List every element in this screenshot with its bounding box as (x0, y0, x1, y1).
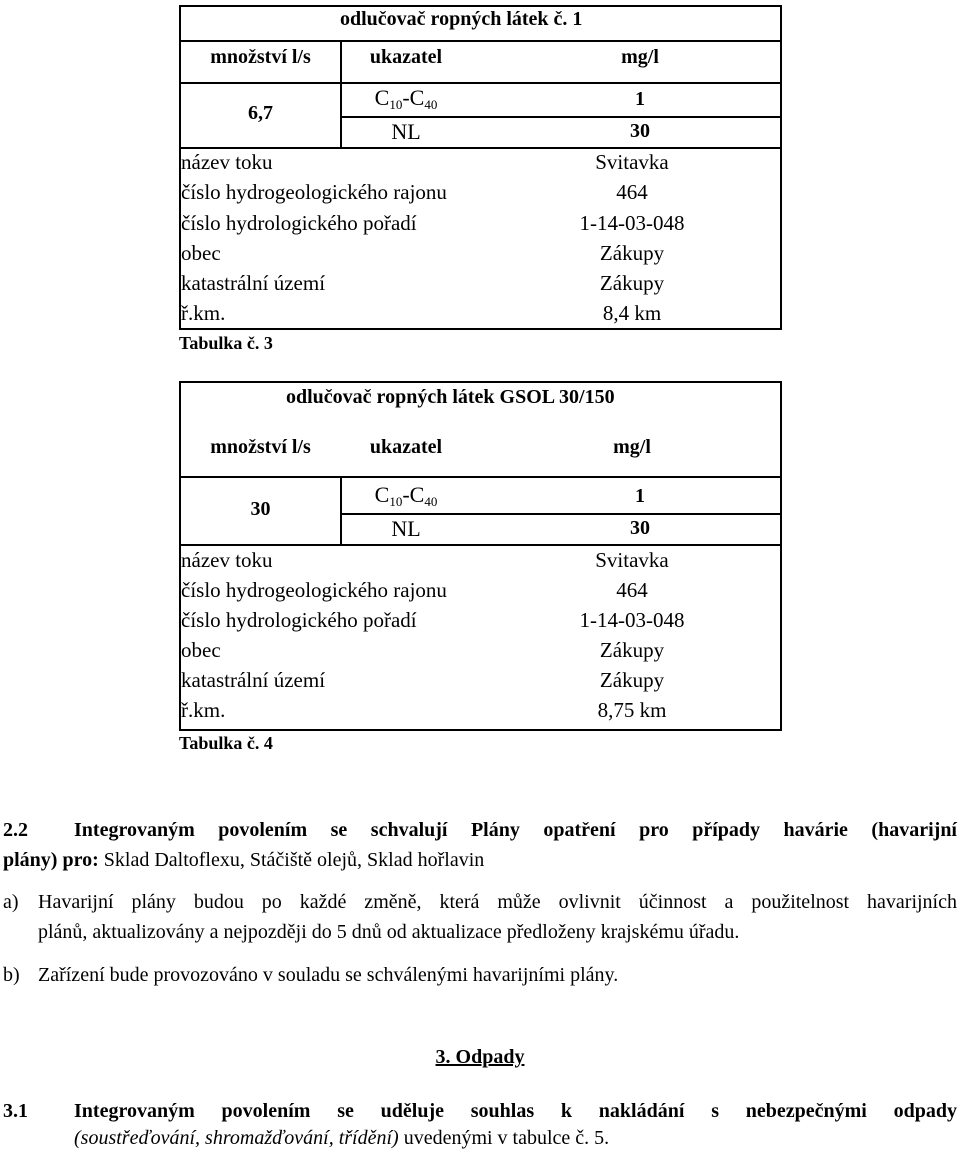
info-value: Zákupy (599, 638, 665, 662)
info-label: název toku (181, 150, 273, 174)
section-heading-line2: plány) pro: Sklad Daltoflexu, Stáčiště olejů, Sklad hořlavin (3, 849, 485, 871)
info-label: obec (181, 241, 221, 265)
list-marker: a) (3, 891, 19, 913)
info-value: Zákupy (599, 241, 665, 265)
quantity-value: 6,7 (248, 102, 273, 124)
header-unit: mg/l (613, 436, 651, 458)
list-item-a-line2: plánů, aktualizovány a nejpozději do 5 dnů od aktualizace předloženy krajskému úřadu. (38, 921, 740, 943)
info-label: katastrální území (181, 668, 326, 692)
info-label: číslo hydrologického pořadí (181, 608, 417, 632)
indicator-nl-value: 30 (630, 517, 650, 539)
indicator-nl-value: 30 (630, 120, 650, 142)
table-title: odlučovač ropných látek GSOL 30/150 (286, 386, 615, 408)
header-quantity: množství l/s (210, 436, 311, 458)
indicator-c10-c40: $C_{10}-C_{40}$ (374, 85, 438, 112)
info-label: číslo hydrologického pořadí (181, 211, 417, 235)
info-label: název toku (181, 548, 273, 572)
section-heading-line1: Integrovaným povolením se schvalují Plány opatření pro případy havárie (havarijní (74, 819, 957, 841)
info-label: ř.km. (181, 301, 226, 325)
section-3-1-line2: (soustřeďování, shromažďování, třídění) uvedenými v tabulce č. 5. (74, 1127, 610, 1149)
header-unit: mg/l (621, 46, 659, 68)
info-value: Svitavka (595, 150, 669, 174)
table-title: odlučovač ropných látek č. 1 (340, 8, 583, 30)
indicator-c10-c40-value: 1 (635, 88, 645, 110)
list-marker: b) (3, 964, 20, 986)
info-value: Svitavka (595, 548, 669, 572)
section-3-1-line1: Integrovaným povolením se uděluje souhlas k nakládání s nebezpečnými odpady (74, 1100, 957, 1122)
section-number: 3.1 (3, 1100, 28, 1122)
info-label: katastrální území (181, 271, 326, 295)
table-caption: Tabulka č. 3 (179, 333, 273, 353)
list-item-a-line1: Havarijní plány budou po každé změně, která může ovlivnit účinnost a použitelnost havarijních (38, 891, 957, 913)
info-value: 1-14-03-048 (579, 608, 685, 632)
info-value: 464 (616, 180, 648, 204)
header-indicator: ukazatel (369, 46, 443, 68)
indicator-nl: NL (391, 119, 421, 144)
indicator-c10-c40-value: 1 (635, 485, 645, 507)
quantity-value: 30 (250, 498, 271, 520)
info-value: 8,4 km (602, 301, 662, 325)
list-item-b: Zařízení bude provozováno v souladu se schválenými havarijními plány. (38, 964, 619, 986)
header-indicator: ukazatel (369, 436, 443, 458)
indicator-nl: NL (391, 516, 421, 541)
info-label: ř.km. (181, 698, 226, 722)
info-value: 8,75 km (597, 698, 667, 722)
info-label: číslo hydrogeologického rajonu (181, 180, 447, 204)
header-quantity: množství l/s (210, 46, 311, 68)
indicator-c10-c40: $C_{10}-C_{40}$ (374, 482, 438, 509)
section-title: 3. Odpady (435, 1046, 525, 1068)
table-caption: Tabulka č. 4 (179, 733, 273, 753)
info-value: Zákupy (599, 271, 665, 295)
info-label: obec (181, 638, 221, 662)
info-label: číslo hydrogeologického rajonu (181, 578, 447, 602)
info-value: 464 (616, 578, 648, 602)
info-value: 1-14-03-048 (579, 211, 685, 235)
info-value: Zákupy (599, 668, 665, 692)
section-number: 2.2 (3, 819, 28, 841)
